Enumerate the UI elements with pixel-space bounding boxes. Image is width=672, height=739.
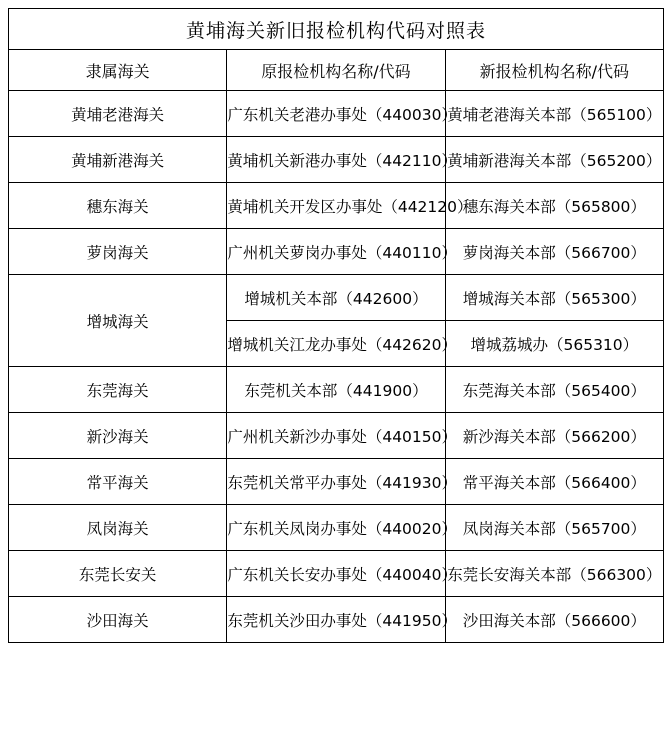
cell-old-code: 东莞机关常平办事处（441930） — [227, 459, 445, 505]
table-row — [9, 229, 664, 275]
cell-old-code: 黄埔机关新港办事处（442110） — [227, 137, 445, 183]
table-row — [9, 367, 664, 413]
cell-customs: 增城海关 — [9, 275, 227, 367]
header-row — [9, 50, 664, 91]
table-row — [9, 275, 664, 321]
cell-old-code: 广东机关老港办事处（440030） — [227, 91, 445, 137]
cell-customs: 黄埔老港海关 — [9, 91, 227, 137]
cell-new-code: 常平海关本部（566400） — [445, 459, 663, 505]
cell-old-code: 广东机关长安办事处（440040） — [227, 551, 445, 597]
cell-old-code: 广州机关新沙办事处（440150） — [227, 413, 445, 459]
table-row — [9, 597, 664, 643]
table-row — [9, 413, 664, 459]
cell-new-code: 黄埔新港海关本部（565200） — [445, 137, 663, 183]
table-row — [9, 183, 664, 229]
table-row — [9, 551, 664, 597]
table-row — [9, 505, 664, 551]
cell-old-code: 广州机关萝岗办事处（440110） — [227, 229, 445, 275]
title-row — [9, 9, 664, 50]
cell-new-code: 东莞长安海关本部（566300） — [445, 551, 663, 597]
cell-customs: 东莞长安关 — [9, 551, 227, 597]
cell-old-code: 增城机关江龙办事处（442620） — [227, 321, 445, 367]
cell-customs: 东莞海关 — [9, 367, 227, 413]
table-row — [9, 91, 664, 137]
cell-customs: 黄埔新港海关 — [9, 137, 227, 183]
cell-new-code: 增城荔城办（565310） — [445, 321, 663, 367]
cell-new-code: 新沙海关本部（566200） — [445, 413, 663, 459]
cell-customs: 沙田海关 — [9, 597, 227, 643]
column-header-new-code: 新报检机构名称/代码 — [445, 50, 663, 91]
cell-old-code: 黄埔机关开发区办事处（442120） — [227, 183, 445, 229]
cell-new-code: 黄埔老港海关本部（565100） — [445, 91, 663, 137]
cell-new-code: 东莞海关本部（565400） — [445, 367, 663, 413]
cell-new-code: 增城海关本部（565300） — [445, 275, 663, 321]
cell-old-code: 广东机关凤岗办事处（440020） — [227, 505, 445, 551]
cell-new-code: 穗东海关本部（565800） — [445, 183, 663, 229]
cell-customs: 穗东海关 — [9, 183, 227, 229]
cell-old-code: 东莞机关本部（441900） — [227, 367, 445, 413]
page-title: 黄埔海关新旧报检机构代码对照表 — [9, 9, 664, 50]
cell-customs: 凤岗海关 — [9, 505, 227, 551]
column-header-old-code: 原报检机构名称/代码 — [227, 50, 445, 91]
table-body — [9, 9, 664, 643]
cell-old-code: 东莞机关沙田办事处（441950） — [227, 597, 445, 643]
cell-customs: 新沙海关 — [9, 413, 227, 459]
customs-code-comparison-table — [8, 8, 664, 643]
cell-new-code: 萝岗海关本部（566700） — [445, 229, 663, 275]
cell-customs: 常平海关 — [9, 459, 227, 505]
cell-customs: 萝岗海关 — [9, 229, 227, 275]
cell-new-code: 沙田海关本部（566600） — [445, 597, 663, 643]
table-row — [9, 459, 664, 505]
column-header-customs: 隶属海关 — [9, 50, 227, 91]
table-row — [9, 137, 664, 183]
cell-new-code: 凤岗海关本部（565700） — [445, 505, 663, 551]
cell-old-code: 增城机关本部（442600） — [227, 275, 445, 321]
